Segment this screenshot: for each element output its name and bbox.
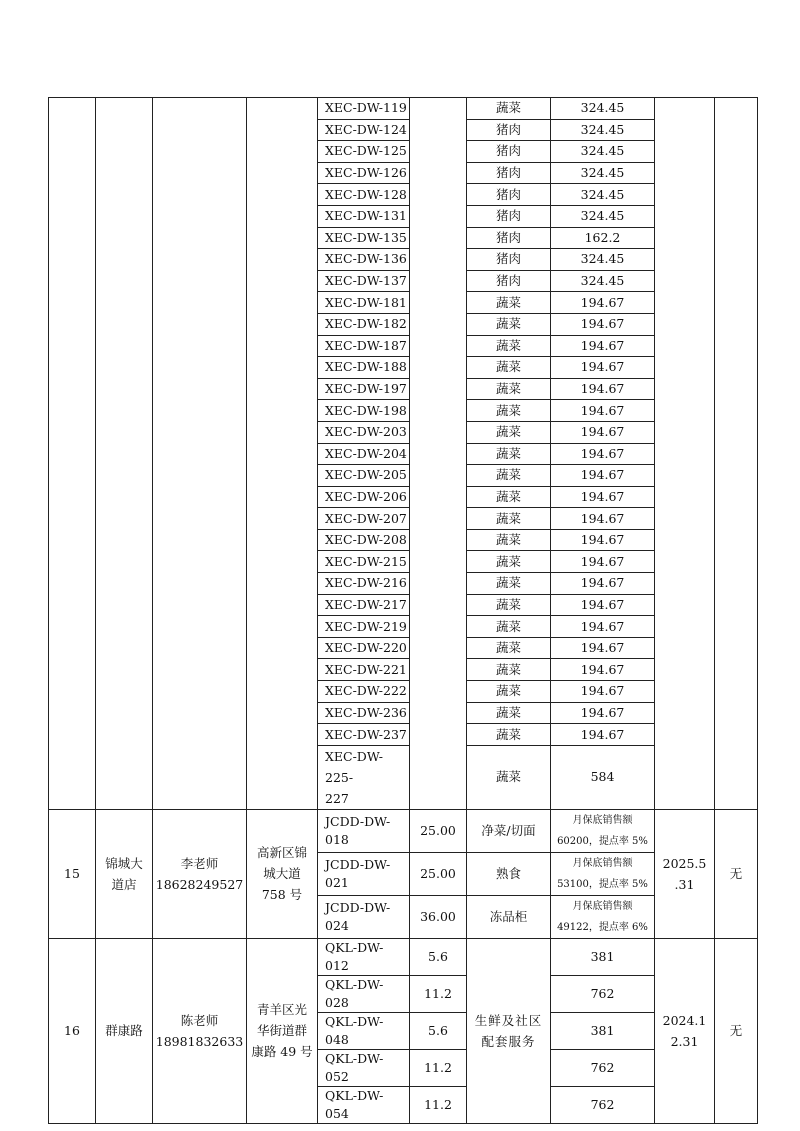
expiry-date-cell: 2025.5 .31 (655, 809, 715, 938)
unit-code-cell: XEC-DW-203 (318, 421, 410, 443)
unit-code-cell: XEC-DW-205 (318, 465, 410, 487)
category-cell: 熟食 (467, 852, 551, 895)
store-number-cell (49, 98, 96, 810)
unit-code-cell: XEC-DW-182 (318, 313, 410, 335)
contact-cell: 李老师 18628249527 (153, 809, 247, 938)
unit-code-cell: XEC-DW-131 (318, 205, 410, 227)
amount-cell: 194.67 (551, 637, 655, 659)
unit-code-cell: XEC-DW-135 (318, 227, 410, 249)
amount-cell: 324.45 (551, 205, 655, 227)
terms-cell: 月保底销售额 53100，提点率 5% (551, 852, 655, 895)
amount-cell: 194.67 (551, 292, 655, 314)
category-cell: 蔬菜 (467, 335, 551, 357)
table-row (49, 938, 758, 975)
category-cell: 蔬菜 (467, 313, 551, 335)
unit-code-cell: XEC-DW-136 (318, 249, 410, 271)
contact-cell: 陈老师 18981832633 (153, 938, 247, 1123)
address-cell: 高新区锦 城大道 758 号 (247, 809, 318, 938)
contact-cell (153, 98, 247, 810)
category-cell: 蔬菜 (467, 357, 551, 379)
category-cell: 蔬菜 (467, 98, 551, 120)
amount-cell: 194.67 (551, 594, 655, 616)
unit-code-cell: QKL-DW-048 (318, 1012, 410, 1049)
table-row (49, 98, 758, 120)
unit-code-cell: XEC-DW-197 (318, 378, 410, 400)
unit-code-cell: XEC-DW-181 (318, 292, 410, 314)
unit-code-cell: XEC-DW-216 (318, 573, 410, 595)
category-cell: 蔬菜 (467, 702, 551, 724)
address-cell (247, 98, 318, 810)
category-cell: 猪肉 (467, 162, 551, 184)
store-name-cell: 锦城大 道店 (96, 809, 153, 938)
amount-cell: 194.67 (551, 573, 655, 595)
unit-code-cell: QKL-DW-028 (318, 975, 410, 1012)
remark-cell (715, 98, 758, 810)
unit-code-cell: QKL-DW-012 (318, 938, 410, 975)
amount-cell: 324.45 (551, 270, 655, 292)
category-cell: 蔬菜 (467, 681, 551, 703)
unit-code-cell: XEC-DW-119 (318, 98, 410, 120)
category-cell: 蔬菜 (467, 486, 551, 508)
unit-code-cell: XEC-DW-188 (318, 357, 410, 379)
unit-code-cell: XEC-DW-125 (318, 141, 410, 163)
category-cell: 猪肉 (467, 184, 551, 206)
category-cell: 蔬菜 (467, 659, 551, 681)
amount-cell: 194.67 (551, 400, 655, 422)
amount-cell: 194.67 (551, 551, 655, 573)
amount-cell: 194.67 (551, 724, 655, 746)
unit-code-cell: XEC-DW-215 (318, 551, 410, 573)
category-cell: 蔬菜 (467, 551, 551, 573)
unit-code-cell: XEC-DW-220 (318, 637, 410, 659)
table-row (49, 809, 758, 852)
amount-cell: 194.67 (551, 378, 655, 400)
category-cell: 蔬菜 (467, 745, 551, 809)
area-cell (410, 98, 467, 810)
category-cell: 蔬菜 (467, 529, 551, 551)
amount-cell: 584 (551, 745, 655, 809)
store-number-cell: 15 (49, 809, 96, 938)
category-cell: 净菜/切面 (467, 809, 551, 852)
area-cell: 25.00 (410, 852, 467, 895)
terms-cell: 月保底销售额 60200，提点率 5% (551, 809, 655, 852)
unit-code-cell: XEC-DW-126 (318, 162, 410, 184)
expiry-date-cell: 2024.1 2.31 (655, 938, 715, 1123)
category-cell: 猪肉 (467, 249, 551, 271)
amount-cell: 381 (551, 938, 655, 975)
area-cell: 11.2 (410, 1049, 467, 1086)
amount-cell: 381 (551, 1012, 655, 1049)
category-cell: 蔬菜 (467, 421, 551, 443)
category-cell: 蔬菜 (467, 465, 551, 487)
unit-code-cell: XEC-DW-237 (318, 724, 410, 746)
unit-code-cell: XEC-DW-206 (318, 486, 410, 508)
category-cell: 蔬菜 (467, 378, 551, 400)
store-number-cell: 16 (49, 938, 96, 1123)
amount-cell: 324.45 (551, 119, 655, 141)
category-cell: 生鲜及社区 配套服务 (467, 938, 551, 1123)
category-cell: 蔬菜 (467, 724, 551, 746)
unit-code-cell: XEC-DW-198 (318, 400, 410, 422)
unit-code-cell: XEC-DW-221 (318, 659, 410, 681)
remark-cell: 无 (715, 809, 758, 938)
amount-cell: 194.67 (551, 421, 655, 443)
amount-cell: 762 (551, 1086, 655, 1123)
category-cell: 蔬菜 (467, 637, 551, 659)
terms-cell: 月保底销售额 49122，提点率 6% (551, 895, 655, 938)
expiry-date-cell (655, 98, 715, 810)
amount-cell: 762 (551, 975, 655, 1012)
amount-cell: 324.45 (551, 249, 655, 271)
category-cell: 蔬菜 (467, 616, 551, 638)
unit-code-cell: XEC-DW-225- 227 (318, 745, 410, 809)
amount-cell: 194.67 (551, 616, 655, 638)
amount-cell: 194.67 (551, 465, 655, 487)
unit-code-cell: XEC-DW-207 (318, 508, 410, 530)
category-cell: 猪肉 (467, 227, 551, 249)
amount-cell: 194.67 (551, 702, 655, 724)
amount-cell: 194.67 (551, 335, 655, 357)
unit-code-cell: JCDD-DW-021 (318, 852, 410, 895)
category-cell: 猪肉 (467, 119, 551, 141)
unit-code-cell: JCDD-DW-018 (318, 809, 410, 852)
category-cell: 蔬菜 (467, 292, 551, 314)
amount-cell: 194.67 (551, 529, 655, 551)
store-name-cell: 群康路 (96, 938, 153, 1123)
amount-cell: 762 (551, 1049, 655, 1086)
unit-code-cell: XEC-DW-222 (318, 681, 410, 703)
address-cell: 青羊区光 华街道群 康路 49 号 (247, 938, 318, 1123)
remark-cell: 无 (715, 938, 758, 1123)
category-cell: 猪肉 (467, 270, 551, 292)
unit-code-cell: XEC-DW-137 (318, 270, 410, 292)
unit-code-cell: QKL-DW-054 (318, 1086, 410, 1123)
unit-code-cell: XEC-DW-204 (318, 443, 410, 465)
area-cell: 5.6 (410, 1012, 467, 1049)
amount-cell: 194.67 (551, 681, 655, 703)
unit-code-cell: XEC-DW-217 (318, 594, 410, 616)
area-cell: 11.2 (410, 1086, 467, 1123)
amount-cell: 194.67 (551, 357, 655, 379)
unit-code-cell: XEC-DW-236 (318, 702, 410, 724)
category-cell: 蔬菜 (467, 443, 551, 465)
amount-cell: 324.45 (551, 98, 655, 120)
category-cell: 蔬菜 (467, 594, 551, 616)
amount-cell: 194.67 (551, 508, 655, 530)
amount-cell: 162.2 (551, 227, 655, 249)
area-cell: 5.6 (410, 938, 467, 975)
amount-cell: 324.45 (551, 184, 655, 206)
unit-code-cell: XEC-DW-208 (318, 529, 410, 551)
amount-cell: 324.45 (551, 141, 655, 163)
amount-cell: 194.67 (551, 659, 655, 681)
unit-code-cell: XEC-DW-187 (318, 335, 410, 357)
unit-code-cell: XEC-DW-128 (318, 184, 410, 206)
category-cell: 猪肉 (467, 141, 551, 163)
category-cell: 蔬菜 (467, 573, 551, 595)
amount-cell: 194.67 (551, 486, 655, 508)
category-cell: 冻品柜 (467, 895, 551, 938)
area-cell: 25.00 (410, 809, 467, 852)
category-cell: 蔬菜 (467, 508, 551, 530)
category-cell: 蔬菜 (467, 400, 551, 422)
store-name-cell (96, 98, 153, 810)
lease-table (48, 97, 758, 1124)
area-cell: 36.00 (410, 895, 467, 938)
unit-code-cell: XEC-DW-219 (318, 616, 410, 638)
category-cell: 猪肉 (467, 205, 551, 227)
unit-code-cell: JCDD-DW-024 (318, 895, 410, 938)
area-cell: 11.2 (410, 975, 467, 1012)
amount-cell: 324.45 (551, 162, 655, 184)
amount-cell: 194.67 (551, 443, 655, 465)
amount-cell: 194.67 (551, 313, 655, 335)
unit-code-cell: XEC-DW-124 (318, 119, 410, 141)
unit-code-cell: QKL-DW-052 (318, 1049, 410, 1086)
